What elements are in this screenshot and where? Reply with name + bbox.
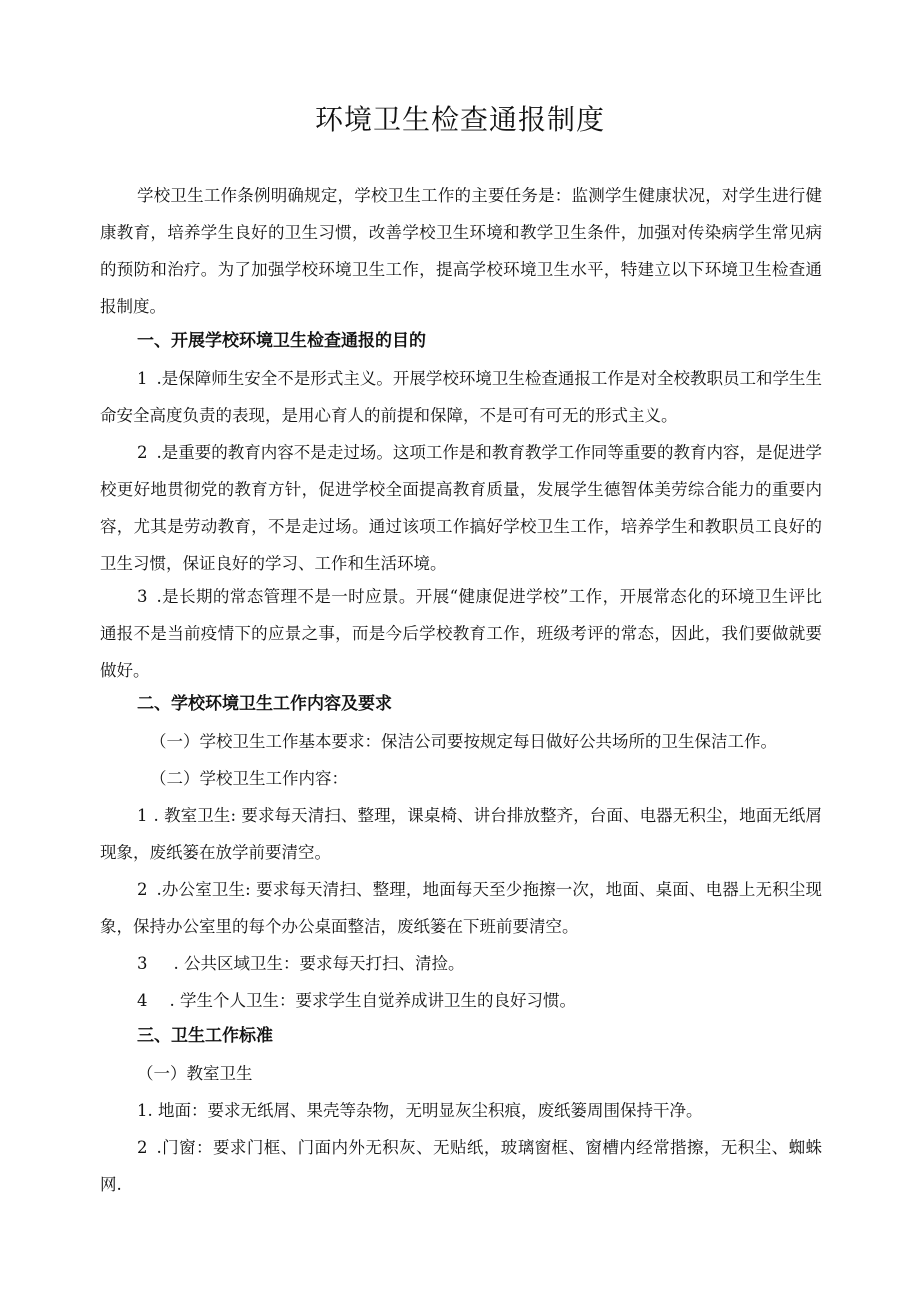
section2-item-3-number: 3	[137, 954, 148, 973]
section1-item-2-number: 2	[137, 443, 148, 462]
section3-heading: 三、卫生工作标准	[137, 1026, 273, 1046]
section1-item-1-number: 1	[137, 369, 148, 388]
section3-subheading-1: （一）教室卫生	[137, 1064, 253, 1083]
section2-item-4-text: . 学生个人卫生：要求学生自觉养成讲卫生的良好习惯。	[169, 991, 576, 1010]
section1-item-3-number: 3	[137, 587, 148, 606]
section1-item-2-text: .是重要的教育内容不是走过场。这项工作是和教育教学工作同等重要的教育内容，是促进学校更好地贯彻党的教育方针，促进学校全面提高教育质量，发展学生德智体美劳综合能力的重要内容，尤其是劳动教育，不是走过场。通过该项工作搞好学校卫生工作，培养学生和教职员工良好的卫生习惯，保证良好的学习、工作和生活环境。	[100, 443, 822, 573]
section1-item-1	[100, 360, 822, 434]
section2-heading: 二、学校环境卫生工作内容及要求	[137, 694, 392, 714]
section2-subheading-2: （二）学校卫生工作内容：	[150, 769, 348, 788]
section1-item-3-text: .是长期的常态管理不是一时应景。开展“健康促进学校”工作，开展常态化的环境卫生评比通报不是当前疫情下的应景之事，而是今后学校教育工作，班级考评的常态，因此，我们要做就要做好。	[100, 587, 822, 680]
section3-item-2-number: 2	[137, 1138, 148, 1157]
section1-heading: 一、开展学校环境卫生检查通报的目的	[137, 331, 426, 351]
section3-item-2-text: .门窗：要求门框、门面内外无积灰、无贴纸，玻璃窗框、窗槽内经常揩擦，无积尘、蜘蛛网.	[100, 1138, 822, 1194]
intro-paragraph: 学校卫生工作条例明确规定，学校卫生工作的主要任务是：监测学生健康状况，对学生进行健康教育，培养学生良好的卫生习惯，改善学校卫生环境和教学卫生条件，加强对传染病学生常见病的预防和治疗。为了加强学校环境卫生工作，提高学校环境卫生水平，特建立以下环境卫生检查通报制度。	[100, 186, 822, 316]
section2-item-2-number: 2	[137, 880, 148, 899]
section3-item-2	[100, 1129, 822, 1203]
section1-item-2	[100, 434, 822, 582]
section2-item-4-number: 4	[137, 991, 148, 1010]
section2-subheading-1: （一）学校卫生工作基本要求：保洁公司要按规定每日做好公共场所的卫生保洁工作。	[150, 732, 777, 751]
section1-item-1-text: .是保障师生安全不是形式主义。开展学校环境卫生检查通报工作是对全校教职员工和学生生命安全高度负责的表现，是用心育人的前提和保障，不是可有可无的形式主义。	[100, 369, 822, 425]
section1-item-3	[100, 578, 822, 689]
section2-item-1	[100, 797, 822, 871]
section2-item-4	[100, 982, 822, 1019]
document-title: 环境卫生检查通报制度	[314, 103, 605, 136]
section2-item-1-number: 1	[137, 806, 148, 825]
section2-item-1-text: . 教室卫生: 要求每天清扫、整理，课桌椅、讲台排放整齐，台面、电器无积尘，地面无纸屑现象，废纸篓在放学前要清空。	[100, 806, 822, 862]
section3-item-1: 1. 地面：要求无纸屑、果壳等杂物，无明显灰尘积痕，废纸篓周围保持干净。	[137, 1101, 703, 1120]
section2-item-2-text: .办公室卫生: 要求每天清扫、整理，地面每天至少拖擦一次，地面、桌面、电器上无积尘现象，保持办公室里的每个办公桌面整洁，废纸篓在下班前要清空。	[100, 880, 822, 936]
section2-item-3	[100, 945, 822, 982]
section2-item-3-text: . 公共区域卫生：要求每天打扫、清捡。	[173, 954, 465, 973]
section2-item-2	[100, 871, 822, 945]
